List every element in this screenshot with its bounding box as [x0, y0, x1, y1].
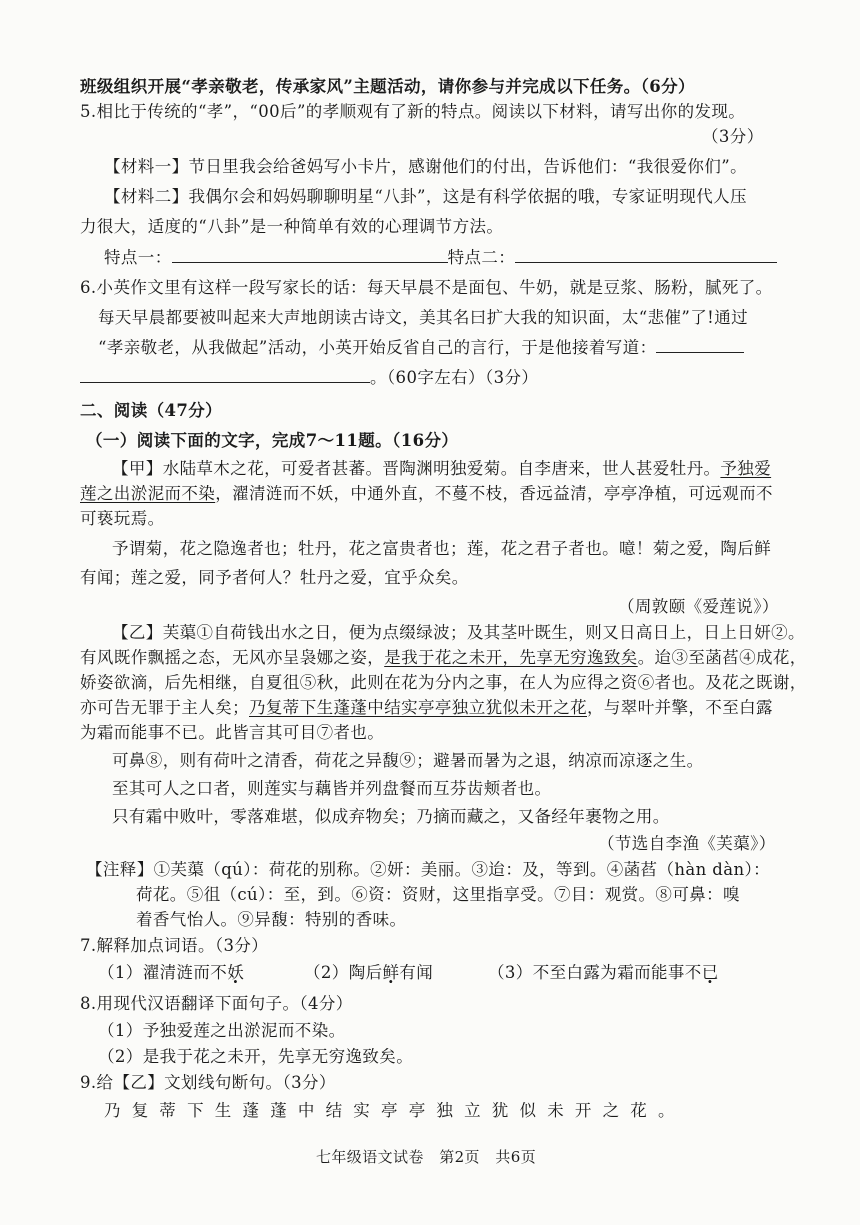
yi-line-4-text-a: 亦可告无罪于主人矣； [80, 698, 249, 717]
yi-underlined-sentence-1: 是我于花之未开，先享无穷逸致矣 [384, 648, 638, 667]
yi-line-6: 可鼻⑧，则有荷叶之清香，荷花之异馥⑨；避暑而暑为之退，纳凉而凉逐之生。 [112, 751, 704, 770]
q7-item-3-dotted: 已 [701, 963, 719, 982]
jia-p1-line-2-text: ，濯清涟而不妖，中通外直，不蔓不枝，香远益清，亭亭净植，可远观而不 [215, 484, 773, 503]
yi-source: （节选自李渔《芙蕖》） [598, 834, 776, 853]
q5-answer-line [104, 247, 777, 269]
q6-line-3 [98, 337, 744, 359]
yi-line-8: 只有霜中败叶，零落难堪，似成弃物矣；乃摘而藏之，又备经年裹物之用。 [112, 807, 670, 826]
jia-p1-line-1-text: 【甲】水陆草木之花，可爱者甚蕃。晋陶渊明独爱菊。自李唐来，世人甚爱牡丹。 [112, 459, 721, 478]
q8-stem: 8.用现代汉语翻译下面句子。（4分） [80, 994, 353, 1013]
yi-line-4-text-b: ，与翠叶并擎，不至白露 [587, 698, 773, 717]
q8-item-2: （2）是我于花之未开，先享无穷逸致矣。 [98, 1047, 414, 1066]
jia-p2-line-2: 有闻；莲之爱，同予者何人？牡丹之爱，宜乎众矣。 [80, 568, 469, 587]
q7-item-1-dotted: 妖 [227, 963, 245, 982]
q8-item-1: （1）予独爱莲之出淤泥而不染。 [98, 1021, 346, 1040]
q7-item-1 [98, 962, 244, 984]
q5-material-2-line-1: 【材料二】我偶尔会和妈妈聊聊明星“八卦”，这是有科学依据的哦，专家证明现代人压 [104, 187, 747, 206]
q6-word-limit: 。（60字左右）（3分） [370, 368, 539, 387]
jia-underlined-start: 予独爱 [720, 459, 772, 478]
section-2-title: 二、阅读（47分） [80, 401, 223, 420]
yi-line-7: 至其可人之口者，则莲实与藕皆并列盘餐而互芬齿颊者也。 [112, 779, 552, 798]
feature-1-label: 特点一： [104, 248, 172, 267]
yi-line-1: 【乙】芙蕖①自荷钱出水之日，便为点缀绿波；及其茎叶既生，则又日高日上，日上日妍②。 [112, 623, 805, 642]
q7-item-2 [304, 962, 433, 984]
q5-score: （3分） [702, 127, 764, 146]
q5-stem: 5.相比于传统的“孝”，“00后”的孝顺观有了新的特点。阅读以下材料，请写出你的发现。 [80, 102, 746, 121]
q6-line-4 [80, 367, 538, 389]
q6-answer-blank-1[interactable] [656, 337, 744, 353]
jia-p1-line-2 [80, 483, 773, 505]
q5-material-2-line-2: 力很大，适度的“八卦”是一种简单有效的心理调节方法。 [80, 217, 504, 236]
yi-line-2-text-b: 。迨③至菡萏④成花， [637, 648, 807, 667]
q6-line-3-text: “孝亲敬老，从我做起”活动，小英开始反省自己的言行，于是他接着写道： [98, 338, 657, 357]
feature-2-blank[interactable] [515, 247, 777, 263]
notes-line-2: 荷花。⑤徂（cú）：至，到。⑥资：资财，这里指享受。⑦目：观赏。⑧可鼻：嗅 [136, 885, 740, 904]
jia-p2-line-1: 予谓菊，花之隐逸者也；牡丹，花之富贵者也；莲，花之君子者也。噫！菊之爱，陶后鲜 [112, 539, 772, 558]
q9-stem: 9.给【乙】文划线句断句。（3分） [80, 1073, 336, 1092]
q6-line-1: 6.小英作文里有这样一段写家长的话：每天早晨不是面包、牛奶，就是豆浆、肠粉，腻死了。 [80, 278, 773, 297]
q7-item-1-text: （1）濯清涟而不 [98, 963, 228, 982]
jia-p1-line-1 [112, 458, 771, 480]
feature-2-label: 特点二： [447, 248, 516, 267]
notes-line-1: 【注释】①芙蕖（qú）：荷花的别称。②妍：美丽。③迨：及，等到。④菡萏（hàn dàn）： [86, 860, 771, 879]
yi-line-4 [80, 697, 773, 719]
q9-sentence: 乃复蒂下生蓬蓬中结实亭亭独立犹似未开之花。 [104, 1101, 686, 1120]
notes-line-3: 着香气怡人。⑨异馥：特别的香味。 [136, 910, 407, 929]
part-1-title: （一）阅读下面的文字，完成7～11题。（16分） [86, 431, 459, 450]
q6-line-2: 每天早晨都要被叫起来大声地朗读古诗文，美其名曰扩大我的知识面，太“悲催”了!通过 [98, 308, 749, 327]
yi-line-2-text-a: 有风既作飘摇之态，无风亦呈袅娜之姿， [80, 648, 385, 667]
q7-item-3 [488, 962, 719, 984]
q7-item-2-tail: 有闻 [399, 963, 434, 982]
q6-answer-blank-2[interactable] [80, 367, 370, 383]
q5-material-1: 【材料一】节日里我会给爸妈写小卡片，感谢他们的付出，告诉他们：“我很爱你们”。 [104, 157, 747, 176]
jia-underlined-end: 莲之出淤泥而不染 [80, 484, 216, 503]
yi-line-5: 为霜而能事不已。此皆言其可目⑦者也。 [80, 723, 385, 742]
q7-item-3-text: （3）不至白露为霜而能事不 [488, 963, 702, 982]
page-footer: 七年级语文试卷 第2页 共6页 [316, 1148, 537, 1166]
jia-source: （周敦颐《爱莲说》） [618, 597, 779, 616]
feature-1-blank[interactable] [172, 247, 448, 263]
q7-item-2-text: （2）陶后 [304, 963, 383, 982]
q7-stem: 7.解释加点词语。（3分） [80, 936, 269, 955]
yi-line-2 [80, 647, 807, 669]
yi-underlined-sentence-2: 乃复蒂下生蓬蓬中结实亭亭独立犹似未开之花 [249, 698, 587, 717]
yi-line-3: 娇姿欲滴，后先相继，自夏徂⑤秋，此则在花为分内之事，在人为应得之资⑥者也。及花之既谢， [80, 673, 807, 692]
q7-item-2-dotted: 鲜 [382, 963, 400, 982]
task-header: 班级组织开展“孝亲敬老，传承家风”主题活动，请你参与并完成以下任务。（6分） [80, 77, 695, 96]
jia-p1-line-3: 可亵玩焉。 [80, 509, 165, 528]
